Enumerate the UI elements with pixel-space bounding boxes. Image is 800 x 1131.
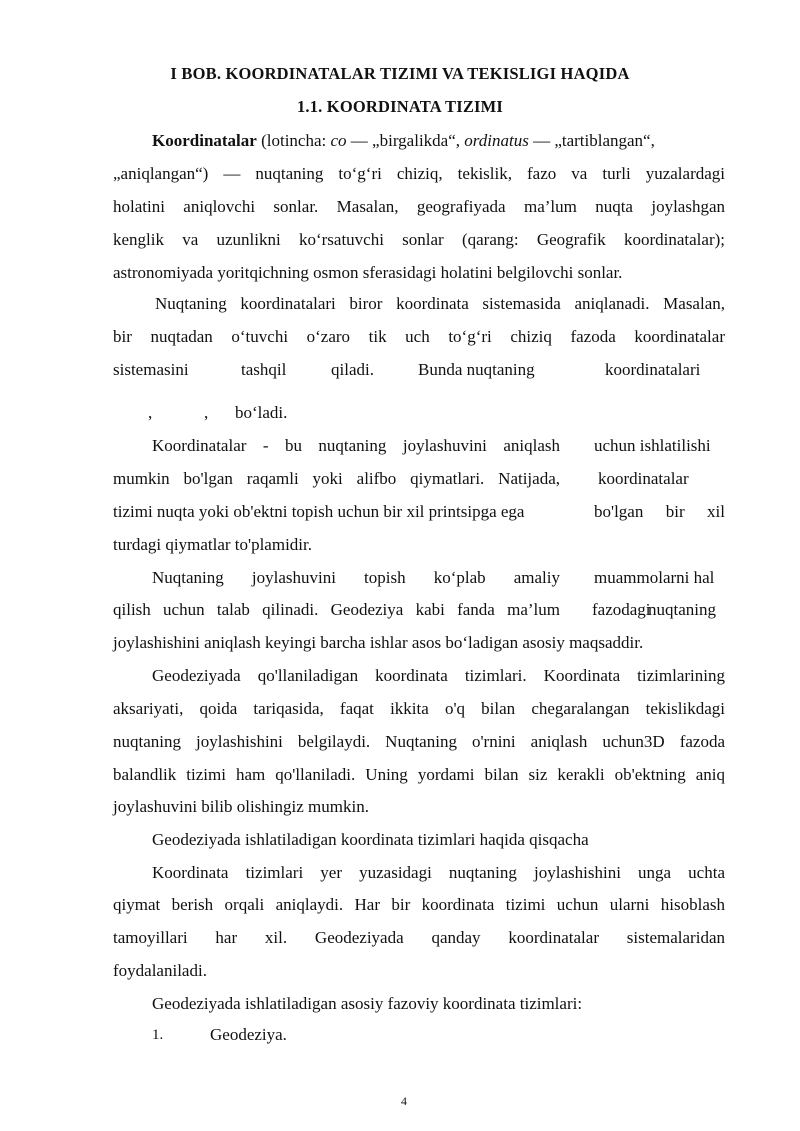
paragraph-5-line-1: Geodeziyada qo'llaniladigan koordinata tizimlari. Koordinata tizimlarining xyxy=(152,666,725,685)
paragraph-2-line-2: bir nuqtadan o‘tuvchi o‘zaro tik uch to‘g‘ri chiziq fazoda koordinatalar xyxy=(113,327,725,346)
paragraph-8: Geodeziyada ishlatiladigan asosiy fazoviy koordinata tizimlari: xyxy=(152,994,583,1013)
paragraph-5-line-3: nuqtaning joylashishini belgilaydi. Nuqtaning o'rnini aniqlash uchun3D fazoda xyxy=(113,732,725,751)
paragraph-7-line-3: tamoyillari har xil. Geodeziyada qanday koordinatalar sistemalaridan xyxy=(113,928,725,947)
chapter-title: I BOB. KOORDINATALAR TIZIMI VA TEKISLIGI HAQIDA xyxy=(170,64,630,83)
paragraph-2-line-1: Nuqtaning koordinatalari biror koordinata sistemasida aniqlanadi. Masalan, xyxy=(155,294,725,313)
paragraph-6: Geodeziyada ishlatiladigan koordinata tizimlari haqida qisqacha xyxy=(152,830,589,849)
paragraph-5-line-4: balandlik tizimi ham qo'llaniladi. Uning yordami bilan siz kerakli ob'ektning aniq xyxy=(113,765,725,784)
paragraph-1-line-2: „aniqlangan“) — nuqtaning to‘g‘ri chiziq, tekislik, fazo va turli yuzalardagi xyxy=(113,164,725,183)
paragraph-3-line-4: turdagi qiymatlar to'plamidir. xyxy=(113,535,312,554)
paragraph-1-line-3: holatini aniqlovchi sonlar. Masalan, geografiyada ma’lum nuqta joylashgan xyxy=(113,197,725,216)
term-koordinatalar: Koordinatalar xyxy=(152,131,257,150)
paragraph-7-line-4: foydalaniladi. xyxy=(113,961,207,980)
latin-co: co xyxy=(330,131,347,150)
paragraph-5-line-5: joylashuvini bilib olishingiz mumkin. xyxy=(113,797,369,816)
list-item-text: Geodeziya. xyxy=(210,1025,287,1044)
paragraph-4-line-3: joylashishini aniqlash keyingi barcha ishlar asos bo‘ladigan asosiy maqsaddir. xyxy=(113,633,644,652)
paragraph-1-line-4: kenglik va uzunlikni ko‘rsatuvchi sonlar (qarang: Geografik koordinatalar); xyxy=(113,230,725,249)
paragraph-1-line-5: astronomiyada yoritqichning osmon sferasidagi holatini belgilovchi sonlar. xyxy=(113,263,623,282)
document-page: I BOB. KOORDINATALAR TIZIMI VA TEKISLIGI HAQIDA 1.1. KOORDINATA TIZIMI Koordinatalar (lotincha: co — „birgalikda“, ordinatus — „tartiblangan“, „aniqlangan“) — nuqtaning to‘g‘ri chiziq, tekislik, fazo va turli yuzalardagi holatini aniqlovchi sonlar. Masalan, geografiyada ma’lum nuqta joylashgan kenglik va uzunlikni ko‘rsatuvchi sonlar (qarang: Geografik koordinatalar); astronomiyada yoritqichning osmon sferasidagi holatini belgilovchi sonlar. Nuqtaning koordinatalari biror koordinata sistemasida aniqlanadi. Masalan, bir nuqtadan o‘tuvchi o‘zaro tik uch to‘g‘ri chiziq fazoda koordinatalar sistemasini tashqil qiladi. Bunda nuqtaning koordinatalari , , bo‘ladi. Koordinatalar - bu nuqtaning joylashuvini aniqlash uchun ishlatilishi mumkin bo'lgan raqamli yoki alifbo qiymatlari. Natijada, koordinatalar tizimi nuqta yoki ob'ektni topish uchun bir xil printsipga ega bo'lgan bir xil turdagi qiymatlar to'plamidir. Nuqtaning joylashuvini topish ko‘plab amaliy muammolarni hal qilish uchun talab qilinadi. Geodeziya kabi fanda ma’lum fazodagi nuqtaning joylashishini aniqlash keyingi barcha ishlar asos bo‘ladigan asosiy maqsaddir. Geodeziyada qo'llaniladigan koordinata tizimlari. Koordinata tizimlarining aksariyati, qoida tariqasida, faqat ikkita o'q bilan chegaralangan tekislikdagi nuqtaning joylashishini belgilaydi. Nuqtaning o'rnini aniqlash uchun3D fazoda balandlik tizimi ham qo'llaniladi. Uning yordami bilan siz kerakli ob'ektning aniq joylashuvini bilib olishingiz mumkin. Geodeziyada ishlatiladigan koordinata tizimlari haqida qisqacha Koordinata tizimlari yer yuzasidagi nuqtaning joylashishini unga uchta qiymat berish orqali aniqlaydi. Har bir koordinata tizimi uchun ularni hisoblash tamoyillari har xil. Geodeziyada qanday koordinatalar sistemalaridan foydalaniladi. Geodeziyada ishlatiladigan asosiy fazoviy koordinata tizimlari: 1. Geodeziya. 4 xyxy=(0,0,800,1131)
list-item-number: 1. xyxy=(152,1027,164,1043)
paragraph-5-line-2: aksariyati, qoida tariqasida, faqat ikkita o'q bilan chegaralangan tekislikdagi xyxy=(113,699,725,718)
section-title: 1.1. KOORDINATA TIZIMI xyxy=(296,97,504,116)
page-number: 4 xyxy=(401,1094,407,1108)
paragraph-7-line-1: Koordinata tizimlari yer yuzasidagi nuqtaning joylashishini unga uchta xyxy=(152,863,725,882)
latin-ordinatus: ordinatus xyxy=(464,131,529,150)
paragraph-7-line-2: qiymat berish orqali aniqlaydi. Har bir koordinata tizimi uchun ularni hisoblash xyxy=(113,895,725,914)
paragraph-1-line-1: Koordinatalar (lotincha: co — „birgalikda“, ordinatus — „tartiblangan“, xyxy=(152,131,655,150)
